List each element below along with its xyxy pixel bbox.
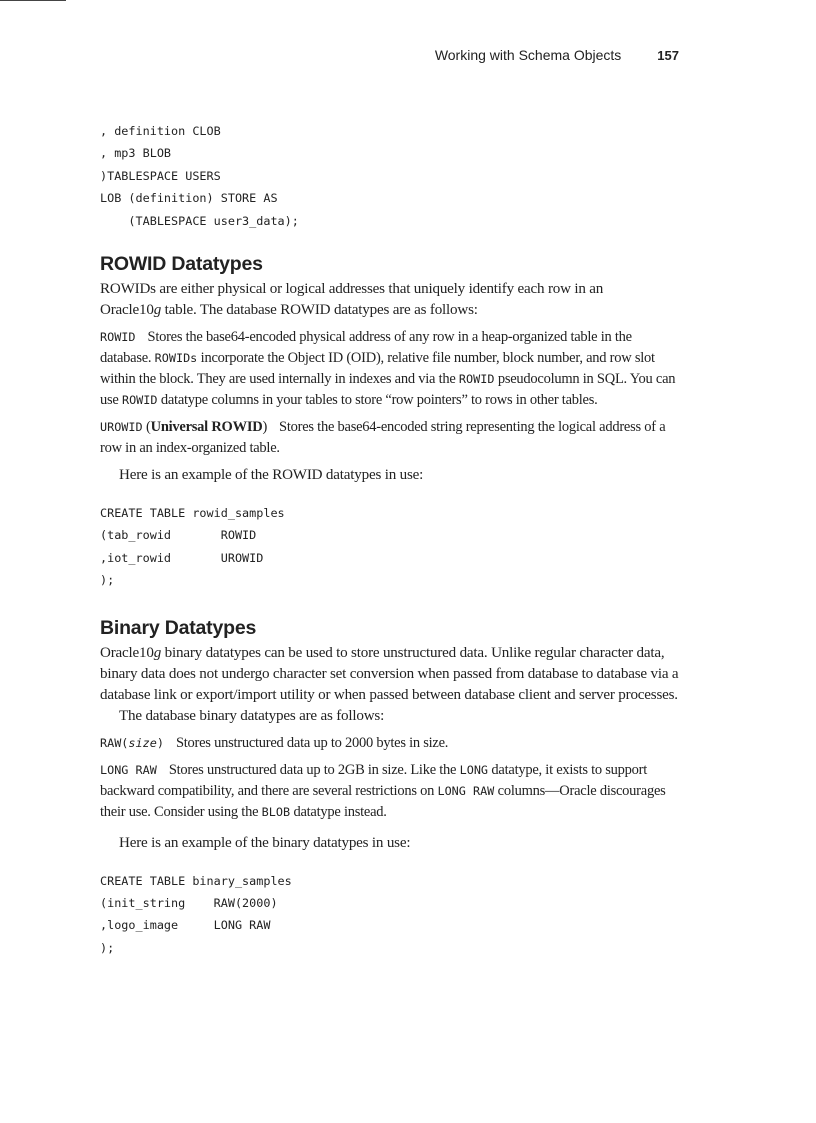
- code-line: ,iot_rowid UROWID: [100, 550, 264, 565]
- longraw-def-text: datatype instead.: [290, 803, 387, 820]
- binary-intro-g: g: [153, 644, 162, 661]
- code-block-lob: [100, 120, 685, 232]
- binary-intro-2: The database binary datatypes are as follows:: [119, 707, 385, 724]
- heading-rowid-datatypes: ROWID Datatypes: [100, 253, 263, 276]
- code-line: , definition CLOB: [100, 124, 221, 138]
- rowid-def-code: ROWID: [458, 372, 495, 387]
- code-line: );: [100, 573, 115, 588]
- running-header: [435, 47, 679, 63]
- rowid-intro-g: g: [153, 302, 162, 319]
- rowid-def-text: pseudocolumn in SQL. You can use: [100, 371, 676, 409]
- code-line: ,logo_image LONG RAW: [100, 918, 271, 933]
- urowid-paren: (: [142, 419, 151, 436]
- urowid-bold-label: Universal ROWID: [150, 419, 263, 436]
- code-block-rowid: [100, 502, 685, 592]
- code-line: );: [100, 940, 115, 955]
- rowid-def-code: ROWIDs: [154, 351, 198, 366]
- corner-crop-rule: [0, 0, 66, 1]
- term-raw-size: size: [128, 735, 157, 750]
- rowid-def-text: Stores the base64-encoded physical address of any row in a heap-organized table in the database.: [100, 329, 632, 367]
- page-content: [100, 120, 685, 959]
- page-number: 157: [657, 48, 679, 63]
- longraw-def-code: BLOB: [261, 804, 291, 819]
- longraw-def-code: LONG RAW: [437, 783, 495, 798]
- definition-raw: [100, 733, 685, 754]
- binary-example-intro: Here is an example of the binary datatypes in use:: [119, 834, 411, 851]
- binary-intro-text: binary datatypes can be used to store unstructured data. Unlike regular character data, binary data does not undergo character set conversion when passed from database to database via a database link or export/import utility or when passed between database client and server processes.: [100, 644, 679, 703]
- binary-intro-oracle: Oracle10: [100, 644, 154, 661]
- code-line: (TABLESPACE user3_data);: [100, 213, 299, 228]
- code-line: )TABLESPACE USERS: [100, 168, 221, 183]
- code-line: CREATE TABLE rowid_samples: [100, 506, 285, 521]
- rowid-def-text: datatype columns in your tables to store “row pointers” to rows in other tables.: [157, 392, 598, 409]
- longraw-def-text: datatype, it exists to support backward compatibility, and there are several restrictions on: [100, 761, 648, 799]
- urowid-paren: ): [262, 419, 268, 436]
- term-urowid: UROWID: [100, 420, 143, 435]
- term-raw: RAW(: [100, 735, 129, 750]
- longraw-def-code: LONG: [459, 762, 489, 777]
- longraw-def-text: Stores unstructured data up to 2GB in size. Like the: [168, 761, 460, 778]
- definition-long-raw: [100, 760, 685, 823]
- definition-urowid: [100, 417, 685, 459]
- rowid-def-text: incorporate the Object ID (OID), relative file number, block number, and row slot within the block. They are used internally in indexes and via the: [100, 350, 655, 388]
- term-raw-close: ): [156, 735, 164, 750]
- definition-rowid: [100, 327, 685, 411]
- urowid-def-text: Stores the base64-encoded string representing the logical address of a row in an index-organized table.: [100, 419, 666, 457]
- code-line: (init_string RAW(2000): [100, 896, 278, 911]
- rowid-intro-line-1: ROWIDs are either physical or logical addresses that uniquely identify each row in an: [100, 281, 604, 298]
- raw-def-text: Stores unstructured data up to 2000 bytes in size.: [175, 734, 449, 751]
- code-block-binary: [100, 870, 685, 960]
- header-title: Working with Schema Objects: [434, 47, 622, 63]
- rowid-example-intro: Here is an example of the ROWID datatypes in use:: [119, 467, 424, 484]
- rowid-def-code: ROWID: [121, 393, 158, 408]
- term-rowid: ROWID: [100, 330, 136, 345]
- rowid-intro-line-2: table. The database ROWID datatypes are as follows:: [161, 302, 478, 319]
- binary-intro-paragraph: [100, 643, 685, 706]
- code-line: CREATE TABLE binary_samples: [100, 873, 292, 888]
- code-line: , mp3 BLOB: [100, 146, 172, 161]
- term-long-raw: LONG RAW: [100, 762, 157, 777]
- rowid-intro-paragraph: [100, 279, 685, 321]
- code-line: LOB (definition) STORE AS: [100, 191, 278, 206]
- rowid-intro-oracle: Oracle10: [100, 302, 154, 319]
- code-line: (tab_rowid ROWID: [100, 528, 257, 543]
- heading-binary-datatypes: Binary Datatypes: [100, 616, 257, 639]
- longraw-def-text: columns—Oracle discourages their use. Consider using the: [100, 782, 666, 820]
